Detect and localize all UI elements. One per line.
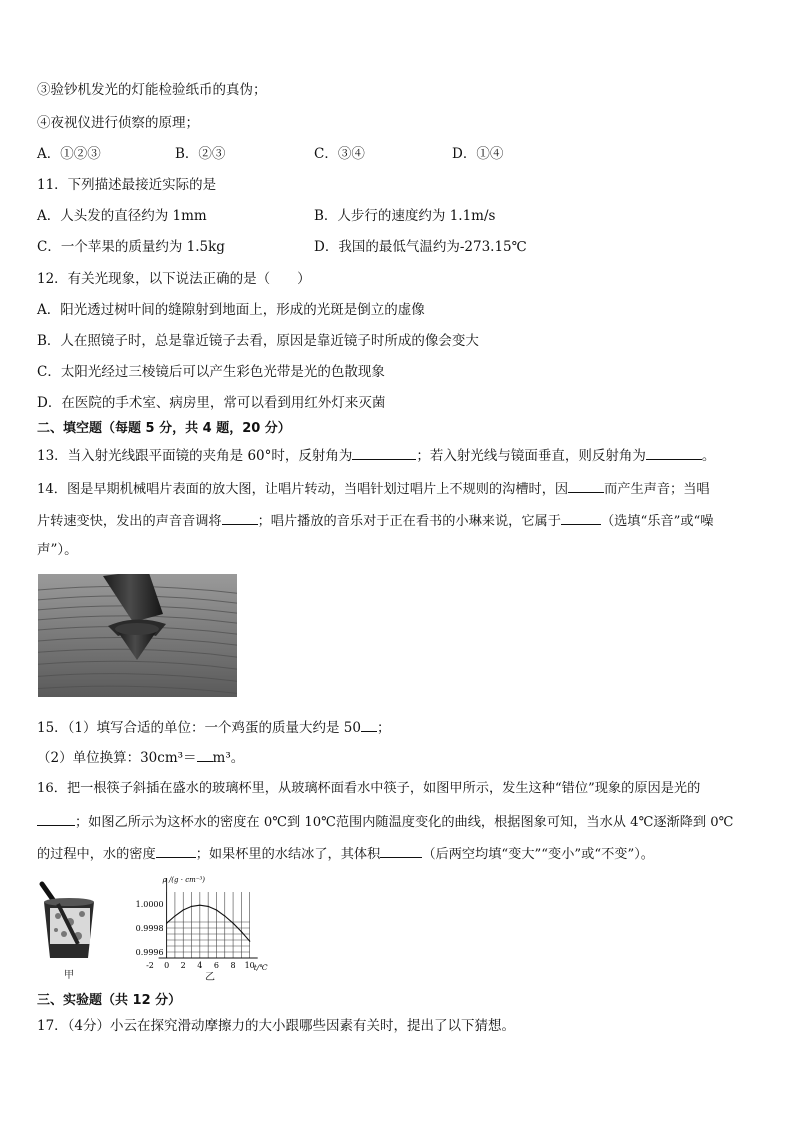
q13-text-2: ；若入射光线与镜面垂直，则反射角为 bbox=[416, 448, 646, 464]
x-tick-label: 2 bbox=[180, 961, 186, 970]
data-point bbox=[166, 923, 167, 924]
answer-blank[interactable] bbox=[222, 510, 258, 525]
q14-text-1: 14．图是早期机械唱片表面的放大图，让唱片转动，当唱针划过唱片上不规则的沟槽时，因 bbox=[37, 482, 569, 497]
q15-text-2: ； bbox=[377, 720, 391, 736]
data-point bbox=[249, 941, 250, 942]
q16-text-5: （后两空均填“变大”“变小”或“不变”）。 bbox=[422, 847, 654, 862]
question-16-line-1: 16．把一根筷子斜插在盛水的玻璃杯里，从玻璃杯面看水中筷子，如图甲所示，发生这种“错位”现象的原因是光的 bbox=[37, 781, 701, 796]
q13-text-1: 13．当入射光线跟平面镜的夹角是 60°时，反射角为 bbox=[37, 448, 353, 464]
question-15-line-1 bbox=[37, 717, 391, 738]
question-17: 17．（4分）小云在探究滑动摩擦力的大小跟哪些因素有关时，提出了以下猜想。 bbox=[37, 1018, 516, 1034]
cup-with-chopstick-image bbox=[36, 874, 106, 970]
q12-option-b: B．人在照镜子时，总是靠近镜子去看，原因是靠近镜子时所成的像会变大 bbox=[37, 333, 479, 349]
x-tick-label: 0 bbox=[164, 961, 170, 970]
data-point bbox=[199, 905, 200, 906]
x-tick-label: 4 bbox=[197, 961, 203, 970]
q12-option-c: C．太阳光经过三棱镜后可以产生彩色光带是光的色散现象 bbox=[37, 364, 385, 380]
data-point bbox=[232, 923, 233, 924]
question-16-line-3 bbox=[37, 843, 654, 865]
y-axis-label: ρ /(g · cm⁻³) bbox=[162, 876, 206, 884]
x-tick-label: 8 bbox=[230, 961, 236, 970]
q10-option-c: C．③④ bbox=[314, 146, 365, 162]
answer-blank[interactable] bbox=[361, 717, 377, 732]
q15-text-3: （2）单位换算：30cm³＝ bbox=[37, 750, 197, 766]
q15-text-4: m³。 bbox=[212, 750, 245, 766]
q16-text-4: ；如果杯里的水结冰了，其体积 bbox=[195, 847, 381, 862]
q11-option-a: A．人头发的直径约为 1mm bbox=[37, 208, 207, 224]
answer-blank[interactable] bbox=[380, 843, 422, 858]
q10-option-a: A．①②③ bbox=[37, 146, 101, 162]
question-15-line-2 bbox=[37, 747, 244, 768]
y-tick-label: 0.9996 bbox=[135, 948, 164, 957]
data-point bbox=[174, 915, 175, 916]
q10-option-d: D．①④ bbox=[452, 146, 504, 162]
data-point bbox=[191, 906, 192, 907]
question-14-line-2 bbox=[37, 510, 713, 532]
q16-text-3: 的过程中，水的密度 bbox=[37, 847, 156, 862]
q14-text-2: 而产生声音；当唱 bbox=[604, 482, 710, 497]
q14-text-5: （选填“乐音”或“噪 bbox=[600, 514, 714, 529]
section-2-heading: 二、填空题（每题 5 分，共 4 题，20 分） bbox=[37, 421, 291, 436]
q14-text-3: 片转速变快，发出的声音音调将 bbox=[37, 514, 222, 529]
q11-option-c: C．一个苹果的质量约为 1.5kg bbox=[37, 239, 225, 255]
y-tick-label: 0.9998 bbox=[135, 924, 164, 933]
question-14-line-1 bbox=[37, 478, 710, 500]
question-14-line-3: 声”）。 bbox=[37, 542, 78, 558]
question-12: 12．有关光现象，以下说法正确的是（ ） bbox=[37, 271, 311, 287]
answer-blank[interactable] bbox=[352, 445, 416, 460]
q12-option-a: A．阳光透过树叶间的缝隙射到地面上，形成的光斑是倒立的虚像 bbox=[37, 302, 425, 318]
question-16-line-2 bbox=[37, 811, 733, 833]
x-axis-label: t/℃ bbox=[253, 963, 268, 972]
question-11: 11．下列描述最接近实际的是 bbox=[37, 177, 217, 193]
figure-caption-jia: 甲 bbox=[64, 970, 74, 981]
option-line-3: ③验钞机发光的灯能检验纸币的真伪； bbox=[37, 82, 267, 98]
y-tick-label: 1.0000 bbox=[135, 900, 164, 909]
figure-16 bbox=[36, 874, 296, 984]
data-point bbox=[216, 909, 217, 910]
q16-text-2: ；如图乙所示为这杯水的密度在 0℃到 10℃范围内随温度变化的曲线，根据图象可知，当水从 4℃逐渐降到 0℃ bbox=[75, 815, 734, 830]
data-point bbox=[241, 931, 242, 932]
question-13 bbox=[37, 445, 715, 466]
x-tick-label: 6 bbox=[213, 961, 220, 970]
answer-blank[interactable] bbox=[37, 811, 75, 826]
answer-blank[interactable] bbox=[568, 478, 604, 493]
q13-text-3: 。 bbox=[701, 448, 716, 464]
x-tick-label: -2 bbox=[146, 961, 154, 970]
answer-blank[interactable] bbox=[561, 510, 601, 525]
q11-option-b: B．人步行的速度约为 1.1m/s bbox=[314, 208, 496, 224]
answer-blank[interactable] bbox=[197, 747, 213, 762]
q14-text-4: ；唱片播放的音乐对于正在看书的小琳来说，它属于 bbox=[257, 514, 561, 529]
q15-text-1: 15．（1）填写合适的单位：一个鸡蛋的质量大约是 50 bbox=[37, 720, 361, 736]
answer-blank[interactable] bbox=[156, 843, 196, 858]
figure-caption-yi: 乙 bbox=[205, 972, 215, 983]
answer-blank[interactable] bbox=[646, 445, 702, 460]
data-point bbox=[183, 909, 184, 910]
data-point bbox=[208, 906, 209, 907]
q12-option-d: D．在医院的手术室、病房里，常可以看到用红外灯来灭菌 bbox=[37, 395, 386, 411]
record-needle-image bbox=[38, 574, 237, 697]
q11-option-d: D．我国的最低气温约为-273.15℃ bbox=[314, 239, 527, 255]
x-tick-label: 10 bbox=[244, 961, 255, 970]
record-groove-photo bbox=[38, 574, 237, 697]
q10-option-b: B．②③ bbox=[175, 146, 226, 162]
option-line-4: ④夜视仪进行侦察的原理； bbox=[37, 115, 199, 131]
section-3-heading: 三、实验题（共 12 分） bbox=[37, 993, 182, 1008]
data-point bbox=[224, 915, 225, 916]
density-temperature-chart bbox=[116, 874, 294, 980]
